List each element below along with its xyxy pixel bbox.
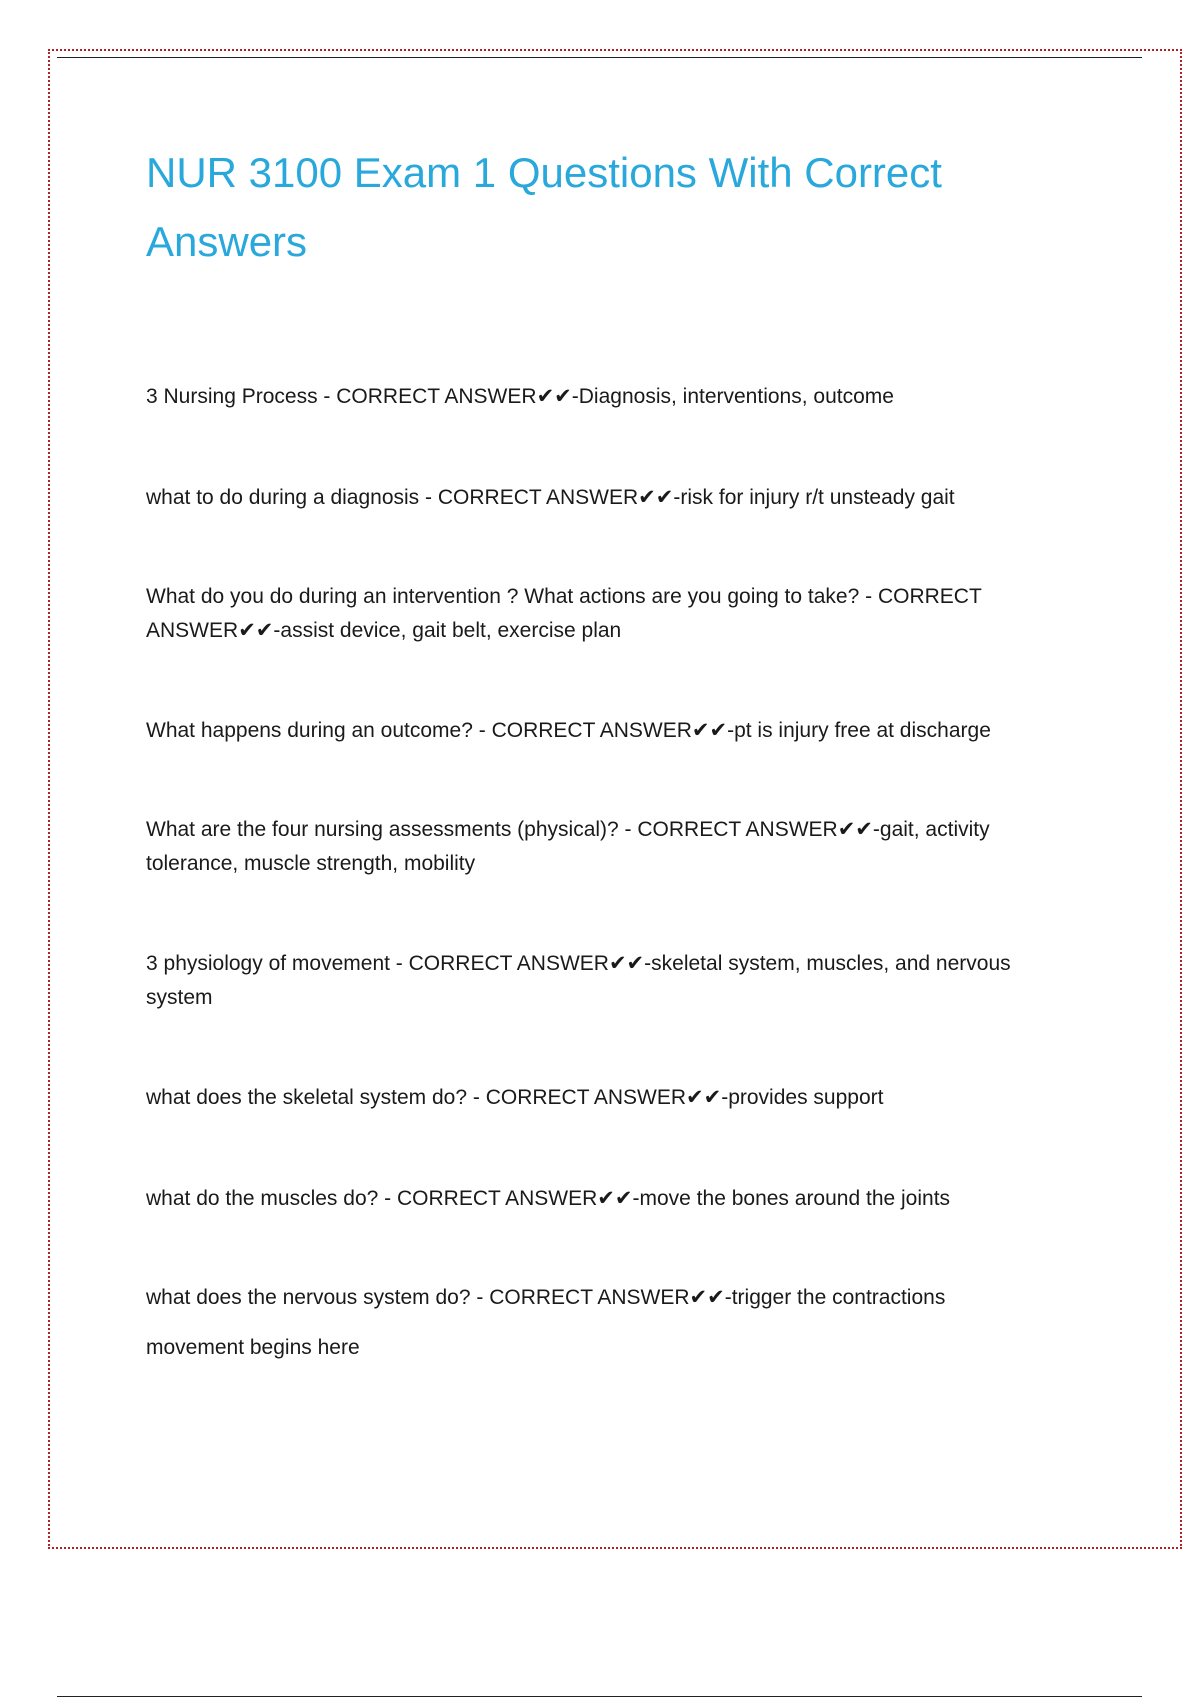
footer-rule (57, 1696, 1142, 1697)
checkmark-icon: ✔✔ (837, 818, 873, 841)
checkmark-icon: ✔✔ (691, 719, 728, 742)
qa-item (146, 1182, 1066, 1216)
checkmark-icon: ✔✔ (608, 952, 645, 975)
checkmark-icon: ✔✔ (597, 1187, 633, 1210)
document-title: NUR 3100 Exam 1 Questions With Correct Answers (146, 149, 942, 265)
separator: - (618, 818, 638, 841)
answer-text: assist device, gait belt, exercise plan (280, 619, 622, 642)
separator: - (378, 1187, 397, 1210)
question-text: 3 physiology of movement (146, 952, 390, 975)
qa-item (146, 714, 1066, 748)
answer-label: CORRECT ANSWER (336, 385, 537, 408)
answer-text: pt is injury free at discharge (734, 719, 991, 742)
separator: - (317, 385, 337, 408)
answer-prefix: - (571, 385, 579, 408)
header-rule (57, 57, 1142, 58)
checkmark-icon: ✔✔ (536, 385, 572, 408)
question-text: what to do during a diagnosis (146, 486, 420, 509)
answer-label: CORRECT ANSWER (408, 952, 609, 975)
separator: - (859, 585, 878, 608)
separator: - (389, 952, 409, 975)
question-text: what does the skeletal system do? (146, 1086, 468, 1109)
qa-item (146, 380, 1066, 414)
answer-prefix: - (673, 486, 681, 509)
qa-item (146, 1273, 1066, 1323)
separator: - (470, 1286, 490, 1309)
qa-item (146, 580, 1066, 648)
answer-label: CORRECT ANSWER (485, 1086, 686, 1109)
answer-text: move the bones around the joints (639, 1187, 951, 1210)
question-text: what do the muscles do? (146, 1187, 379, 1210)
separator: - (467, 1086, 486, 1109)
answer-label: CORRECT ANSWER (396, 1187, 598, 1210)
answer-label: CORRECT ANSWER (146, 585, 982, 642)
question-text: What do you do during an intervention ? What actions are you going to take? (146, 585, 860, 608)
qa-item (146, 481, 1066, 515)
answer-label: CORRECT ANSWER (437, 486, 639, 509)
answer-prefix: - (721, 1086, 729, 1109)
question-text: What happens during an outcome? (146, 719, 473, 742)
answer-prefix: - (727, 719, 735, 742)
answer-text: trigger the contractions (731, 1286, 946, 1309)
qa-item (146, 1081, 1066, 1115)
answer-prefix: - (724, 1286, 732, 1309)
answer-label: CORRECT ANSWER (489, 1286, 690, 1309)
answer-text: provides support (728, 1086, 884, 1109)
checkmark-icon: ✔✔ (638, 486, 674, 509)
answer-text: Diagnosis, interventions, outcome (578, 385, 894, 408)
checkmark-icon: ✔✔ (689, 1286, 725, 1309)
question-text: What are the four nursing assessments (physical)? (146, 818, 619, 841)
qa-item (146, 947, 1066, 1015)
answer-label: CORRECT ANSWER (491, 719, 692, 742)
answer-text: skeletal system, muscles, and nervous system (146, 952, 1011, 1009)
answer-text: gait, activity tolerance, muscle strength, mobility (146, 818, 990, 875)
answer-prefix: - (632, 1187, 640, 1210)
qa-item (146, 813, 1066, 881)
answer-label: CORRECT ANSWER (637, 818, 838, 841)
separator: - (419, 486, 438, 509)
checkmark-icon: ✔✔ (238, 619, 274, 642)
trailing-text: movement begins here (146, 1336, 360, 1359)
answer-text: risk for injury r/t unsteady gait (680, 486, 955, 509)
answer-prefix: - (644, 952, 652, 975)
checkmark-icon: ✔✔ (686, 1086, 722, 1109)
answer-prefix: - (273, 619, 281, 642)
separator: - (472, 719, 492, 742)
question-text: what does the nervous system do? (146, 1286, 471, 1309)
question-text: 3 Nursing Process (146, 385, 318, 408)
answer-prefix: - (872, 818, 880, 841)
